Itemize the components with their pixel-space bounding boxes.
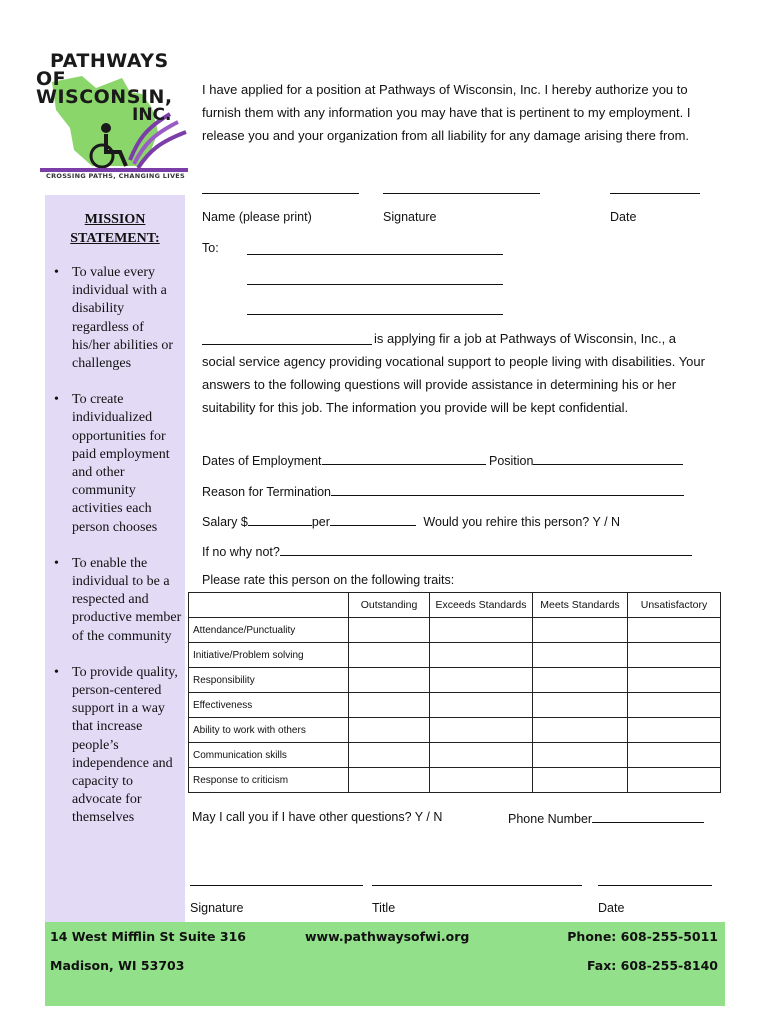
why-not-label: If no why not? (202, 545, 280, 559)
to-address-line-2[interactable] (247, 284, 503, 285)
rating-cell[interactable] (430, 668, 533, 693)
applicant-name-blank[interactable] (202, 344, 372, 345)
salary-label: Salary $ (202, 515, 248, 529)
rating-cell[interactable] (430, 743, 533, 768)
rating-cell[interactable] (628, 768, 721, 793)
bullet-icon: • (54, 265, 59, 280)
footer-website-link[interactable]: www.pathwaysofwi.org (305, 929, 470, 944)
rating-table (188, 592, 721, 793)
rating-cell[interactable] (349, 768, 430, 793)
bullet-icon: • (54, 664, 59, 680)
rating-cell[interactable] (430, 693, 533, 718)
phone-label: Phone Number (508, 812, 593, 826)
rating-cell[interactable] (533, 618, 628, 643)
mission-heading-line-2: STATEMENT: (70, 231, 160, 246)
list-item (48, 264, 184, 373)
rating-cell[interactable] (430, 718, 533, 743)
applicant-name-line[interactable] (202, 193, 359, 194)
phone-row (508, 810, 704, 826)
reference-signature-line[interactable] (190, 885, 363, 886)
salary-field[interactable] (248, 513, 312, 526)
rating-cell[interactable] (533, 643, 628, 668)
rating-cell[interactable] (628, 693, 721, 718)
table-row (189, 643, 721, 668)
rating-cell[interactable] (533, 693, 628, 718)
contact-question: May I call you if I have other questions? Y / N (192, 810, 443, 824)
applicant-signature-line[interactable] (383, 193, 540, 194)
trait-label: Effectiveness (189, 693, 349, 718)
rating-cell[interactable] (628, 618, 721, 643)
rating-cell[interactable] (533, 668, 628, 693)
applicant-date-line[interactable] (610, 193, 700, 194)
rating-cell[interactable] (349, 743, 430, 768)
bullet-icon: • (54, 555, 59, 571)
reason-label: Reason for Termination (202, 485, 332, 499)
phone-field[interactable] (592, 810, 704, 823)
list-item (48, 391, 184, 537)
rating-cell[interactable] (628, 643, 721, 668)
rating-header-row (189, 593, 721, 618)
rating-cell[interactable] (628, 668, 721, 693)
rating-cell[interactable] (628, 743, 721, 768)
table-row (189, 718, 721, 743)
mission-item-text: To enable the individual to be a respected and productive member of the community (72, 555, 182, 644)
table-row (189, 768, 721, 793)
dates-field[interactable] (322, 452, 486, 465)
reference-date-label: Date (598, 901, 625, 915)
table-row (189, 693, 721, 718)
intro-paragraph: is applying fir a job at Pathways of Wisconsin, Inc., a social service agency providing vocational support to people living with disabilities. Your answers to the following questions will provide assistance in determining his or her suitability for this job. The information you provide will be kept confidential. (202, 331, 705, 415)
rating-cell[interactable] (430, 768, 533, 793)
rating-cell[interactable] (349, 693, 430, 718)
logo-line-3: INC. (132, 105, 172, 125)
authorization-paragraph: I have applied for a position at Pathways of Wisconsin, Inc. I hereby authorize you to furnish them with any information you may have that is pertinent to my employment. I release you and your organization from all liability for any damage arising there from. (202, 82, 691, 143)
rating-cell[interactable] (349, 668, 430, 693)
reason-row (202, 483, 684, 499)
per-label: per (311, 515, 330, 529)
list-item (48, 664, 184, 828)
reference-title-line[interactable] (372, 885, 582, 886)
rating-cell[interactable] (349, 618, 430, 643)
reference-date-line[interactable] (598, 885, 712, 886)
position-field[interactable] (533, 452, 683, 465)
position-label: Position (488, 454, 534, 468)
applicant-date-label: Date (610, 210, 637, 224)
trait-label: Attendance/Punctuality (189, 618, 349, 643)
mission-heading-line-1: MISSION (84, 212, 146, 227)
mission-item-text: To create individualized opportunities for paid employment and other community activities each person chooses (72, 392, 170, 535)
rating-cell[interactable] (533, 743, 628, 768)
applicant-signature-label: Signature (383, 210, 437, 224)
rating-cell[interactable] (533, 718, 628, 743)
reference-title-label: Title (372, 901, 396, 915)
dates-row (202, 452, 683, 468)
table-row (189, 668, 721, 693)
to-address-line-1[interactable] (247, 254, 503, 255)
rehire-label: Would you rehire this person? Y / N (423, 515, 621, 529)
reason-field[interactable] (331, 483, 684, 496)
dates-label: Dates of Employment (202, 454, 322, 468)
logo-tagline: CROSSING PATHS, CHANGING LIVES (46, 172, 185, 180)
trait-label: Initiative/Problem solving (189, 643, 349, 668)
rating-cell[interactable] (533, 768, 628, 793)
trait-label: Ability to work with others (189, 718, 349, 743)
rating-cell[interactable] (430, 643, 533, 668)
rating-header-blank (189, 593, 349, 618)
trait-label: Communication skills (189, 743, 349, 768)
list-item (48, 555, 184, 646)
trait-label: Response to criticism (189, 768, 349, 793)
logo-line-1: PATHWAYS (50, 50, 169, 72)
logo-title (36, 52, 196, 124)
col-outstanding: Outstanding (349, 593, 430, 618)
col-unsatisfactory: Unsatisfactory (628, 593, 721, 618)
why-not-field[interactable] (280, 543, 692, 556)
trait-label: Responsibility (189, 668, 349, 693)
salary-row (202, 513, 620, 529)
footer-fax: Fax: 608-255-8140 (586, 958, 718, 973)
table-row (189, 618, 721, 643)
table-row (189, 743, 721, 768)
mission-list (48, 264, 184, 846)
mission-heading (50, 210, 180, 248)
mission-item-text: To value every individual with a disability regardless of his/her abilities or challenges (72, 265, 174, 372)
to-label: To: (202, 241, 219, 255)
rating-cell[interactable] (349, 643, 430, 668)
footer-address-line-2: Madison, WI 53703 (50, 958, 185, 973)
to-address-line-3[interactable] (247, 314, 503, 315)
rating-cell[interactable] (430, 618, 533, 643)
rating-cell[interactable] (628, 718, 721, 743)
col-meets: Meets Standards (533, 593, 628, 618)
per-field[interactable] (330, 513, 416, 526)
col-exceeds: Exceeds Standards (430, 593, 533, 618)
logo-line-2: OF WISCONSIN, (36, 68, 173, 108)
footer-phone: Phone: 608-255-5011 (567, 929, 718, 944)
footer-address-line-1: 14 West Mifflin St Suite 316 (50, 929, 246, 944)
reference-signature-label: Signature (190, 901, 244, 915)
applicant-name-label: Name (please print) (202, 210, 312, 224)
mission-item-text: To provide quality, person-centered support in a way that increase people’s independence and capacity to advocate for themselves (72, 664, 178, 826)
bullet-icon: • (54, 392, 59, 408)
rating-prompt: Please rate this person on the following traits: (202, 573, 455, 587)
rating-cell[interactable] (349, 718, 430, 743)
wheelchair-head (101, 123, 111, 133)
why-not-row (202, 543, 692, 559)
